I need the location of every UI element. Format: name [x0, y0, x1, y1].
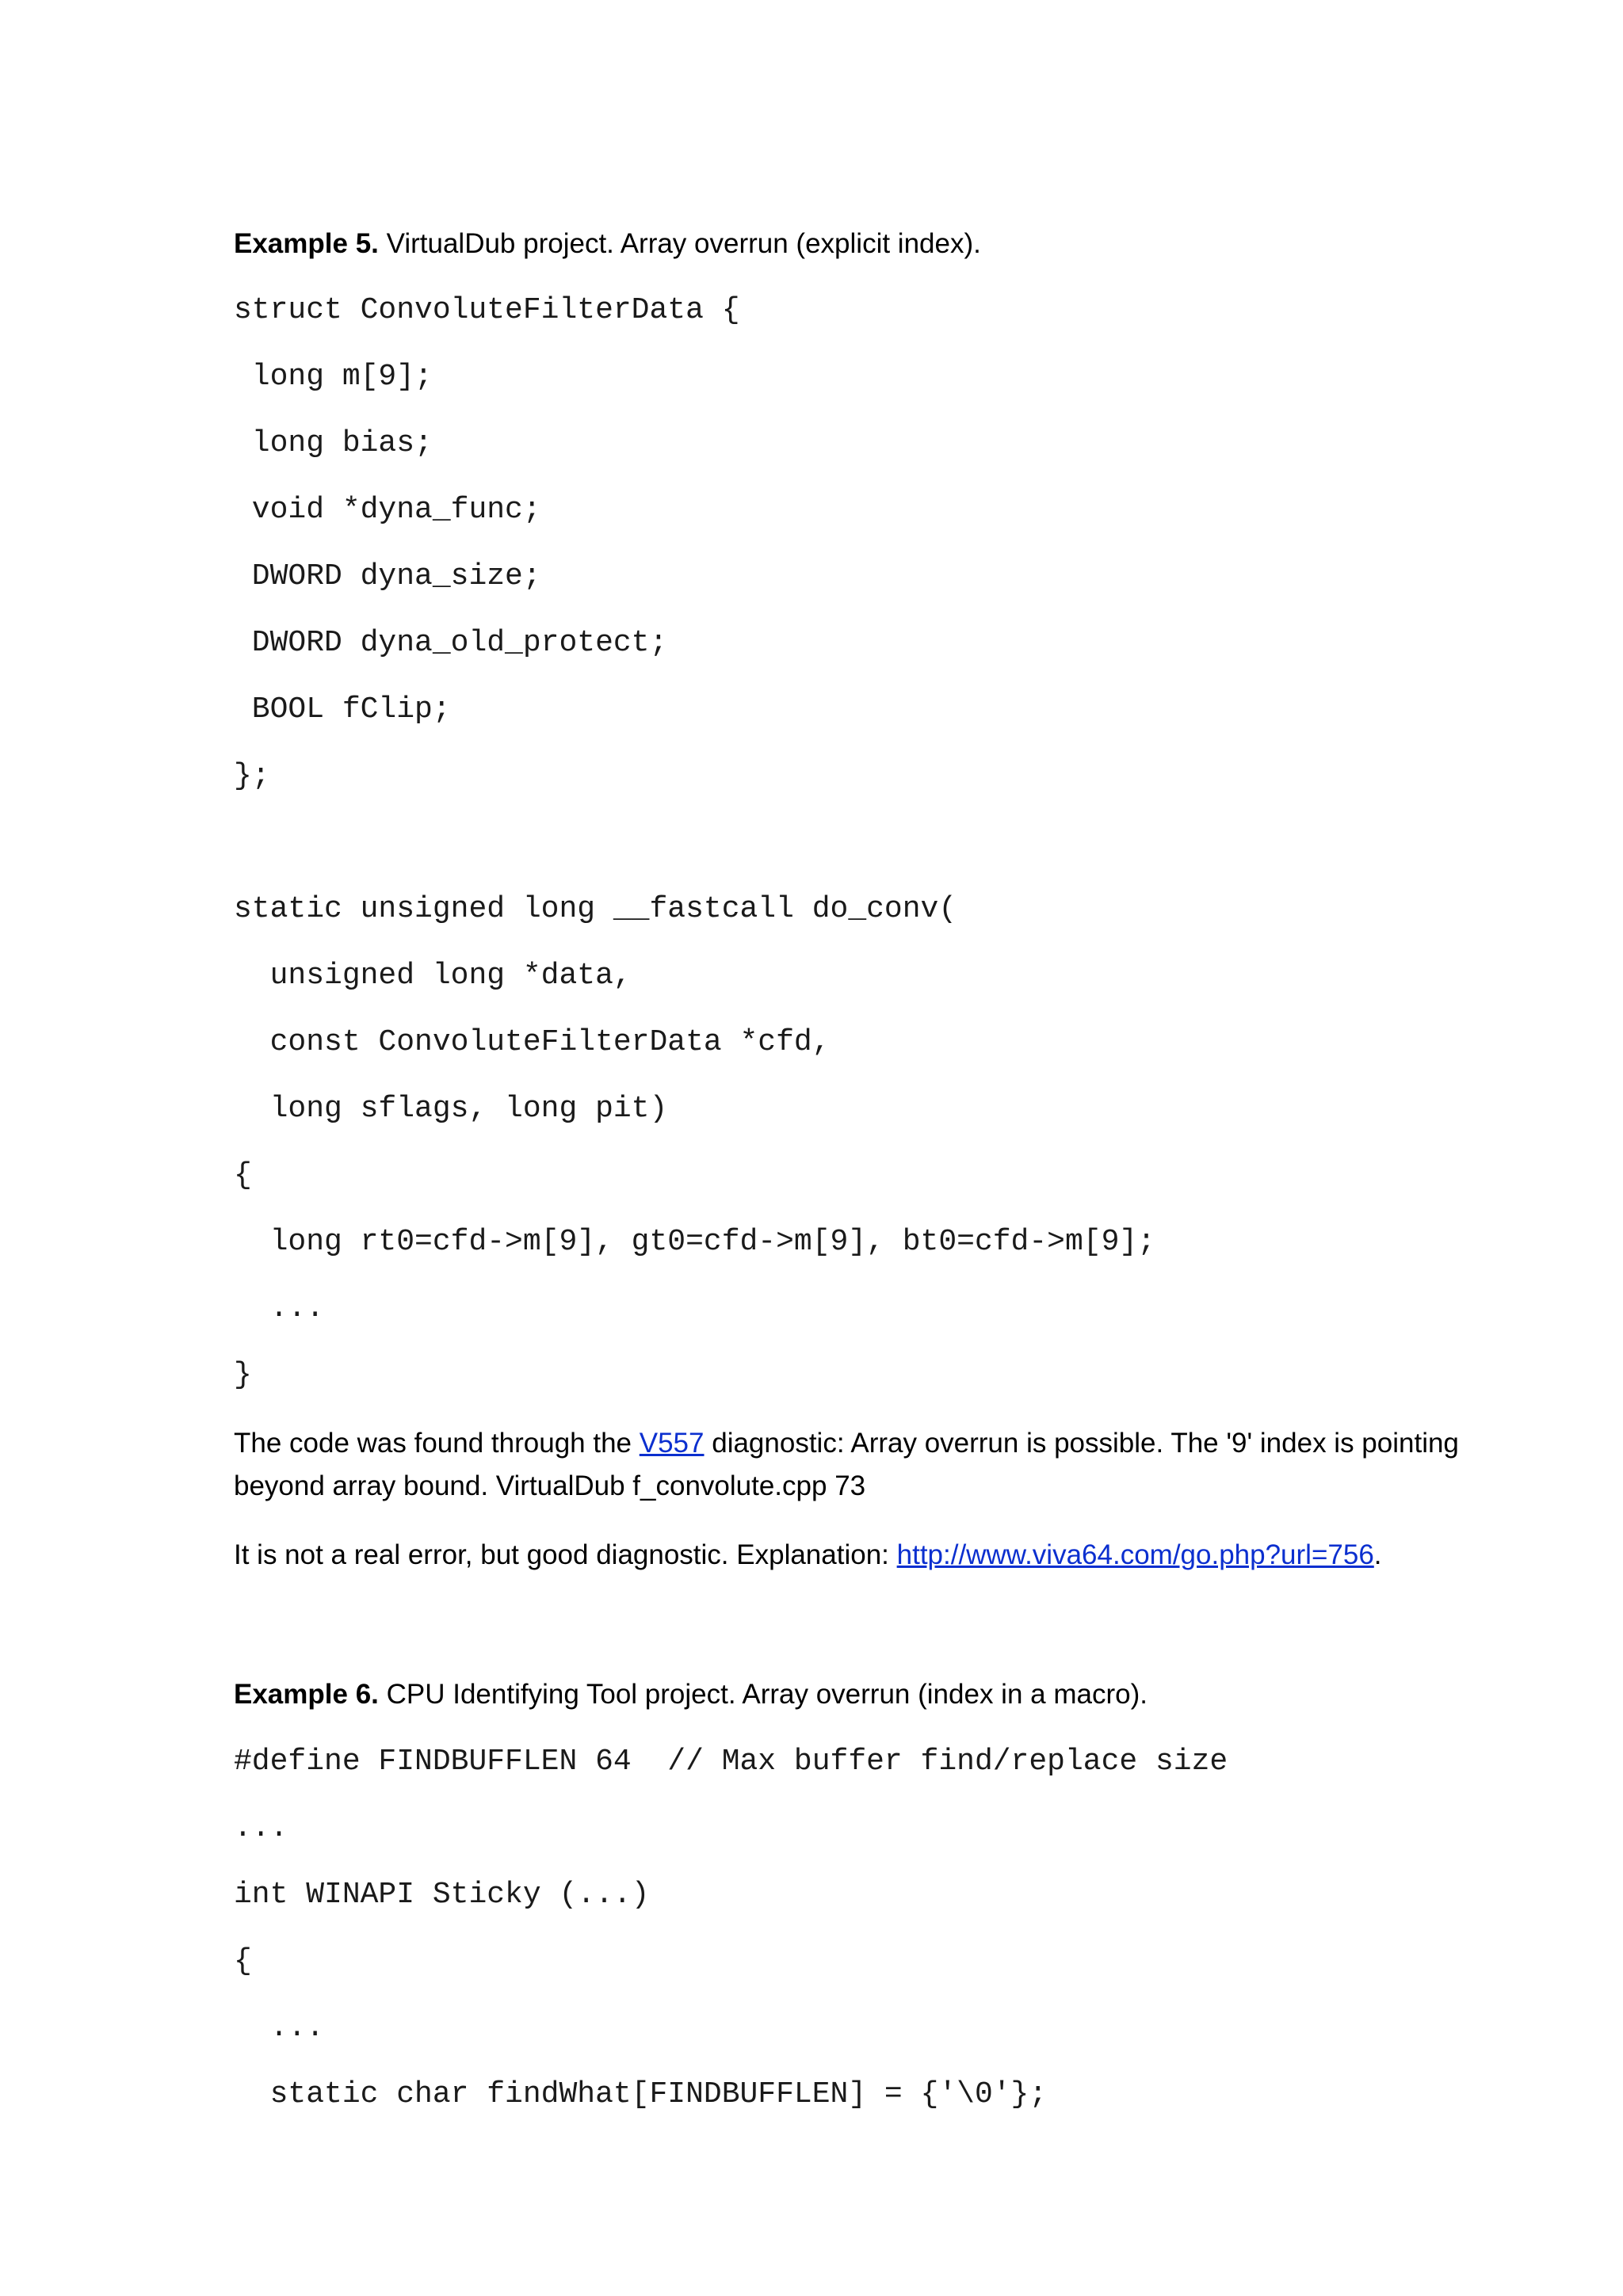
v557-link[interactable]: V557: [639, 1428, 705, 1459]
explanation-paragraph: [234, 1535, 1382, 1576]
code-line: #define FINDBUFFLEN 64 // Max buffer find/replace size: [234, 1745, 1228, 1779]
code-line: DWORD dyna_old_protect;: [234, 626, 668, 660]
code-line: BOOL fClip;: [234, 692, 451, 727]
code-line: static char findWhat[FINDBUFFLEN] = {'\0'};: [234, 2077, 1048, 2111]
code-line: const ConvoluteFilterData *cfd,: [234, 1025, 831, 1059]
explanation-period: .: [1373, 1539, 1382, 1570]
code-line: ...: [234, 2011, 325, 2045]
code-line: DWORD dyna_size;: [234, 559, 541, 593]
code-line: ...: [234, 1291, 325, 1325]
example-6-title: CPU Identifying Tool project. Array overrun (index in a macro).: [378, 1679, 1148, 1710]
example-5-title: VirtualDub project. Array overrun (explicit index).: [378, 228, 981, 259]
code-line: ...: [234, 1811, 288, 1845]
code-line: unsigned long *data,: [234, 959, 632, 993]
code-line: static unsigned long __fastcall do_conv(: [234, 892, 957, 926]
example-6-label: Example 6.: [234, 1679, 379, 1710]
code-line: }: [234, 1358, 252, 1392]
example-5-label: Example 5.: [234, 228, 379, 259]
example-5-heading: [234, 223, 981, 265]
explanation-text: It is not a real error, but good diagnostic. Explanation:: [234, 1539, 897, 1570]
diagnostic-paragraph-line2: beyond array bound. VirtualDub f_convolute.cpp 73: [234, 1470, 866, 1501]
code-line: long sflags, long pit): [234, 1092, 668, 1126]
code-line: long rt0=cfd->m[9], gt0=cfd->m[9], bt0=cfd->m[9];: [234, 1225, 1155, 1259]
code-line: {: [234, 1944, 252, 1978]
code-line: void *dyna_func;: [234, 493, 541, 527]
code-line: };: [234, 759, 270, 793]
code-line: struct ConvoluteFilterData {: [234, 293, 740, 327]
code-line: int WINAPI Sticky (...): [234, 1878, 650, 1912]
example-6-heading: [234, 1674, 1148, 1715]
code-line: long bias;: [234, 426, 433, 460]
diagnostic-paragraph: [234, 1423, 1459, 1464]
diagnostic-text-start: The code was found through the: [234, 1428, 640, 1459]
code-line: long m[9];: [234, 360, 433, 394]
explanation-link[interactable]: http://www.viva64.com/go.php?url=756: [896, 1539, 1374, 1570]
diagnostic-text-end: diagnostic: Array overrun is possible. The '9' index is pointing: [704, 1428, 1459, 1459]
code-line: {: [234, 1158, 252, 1192]
